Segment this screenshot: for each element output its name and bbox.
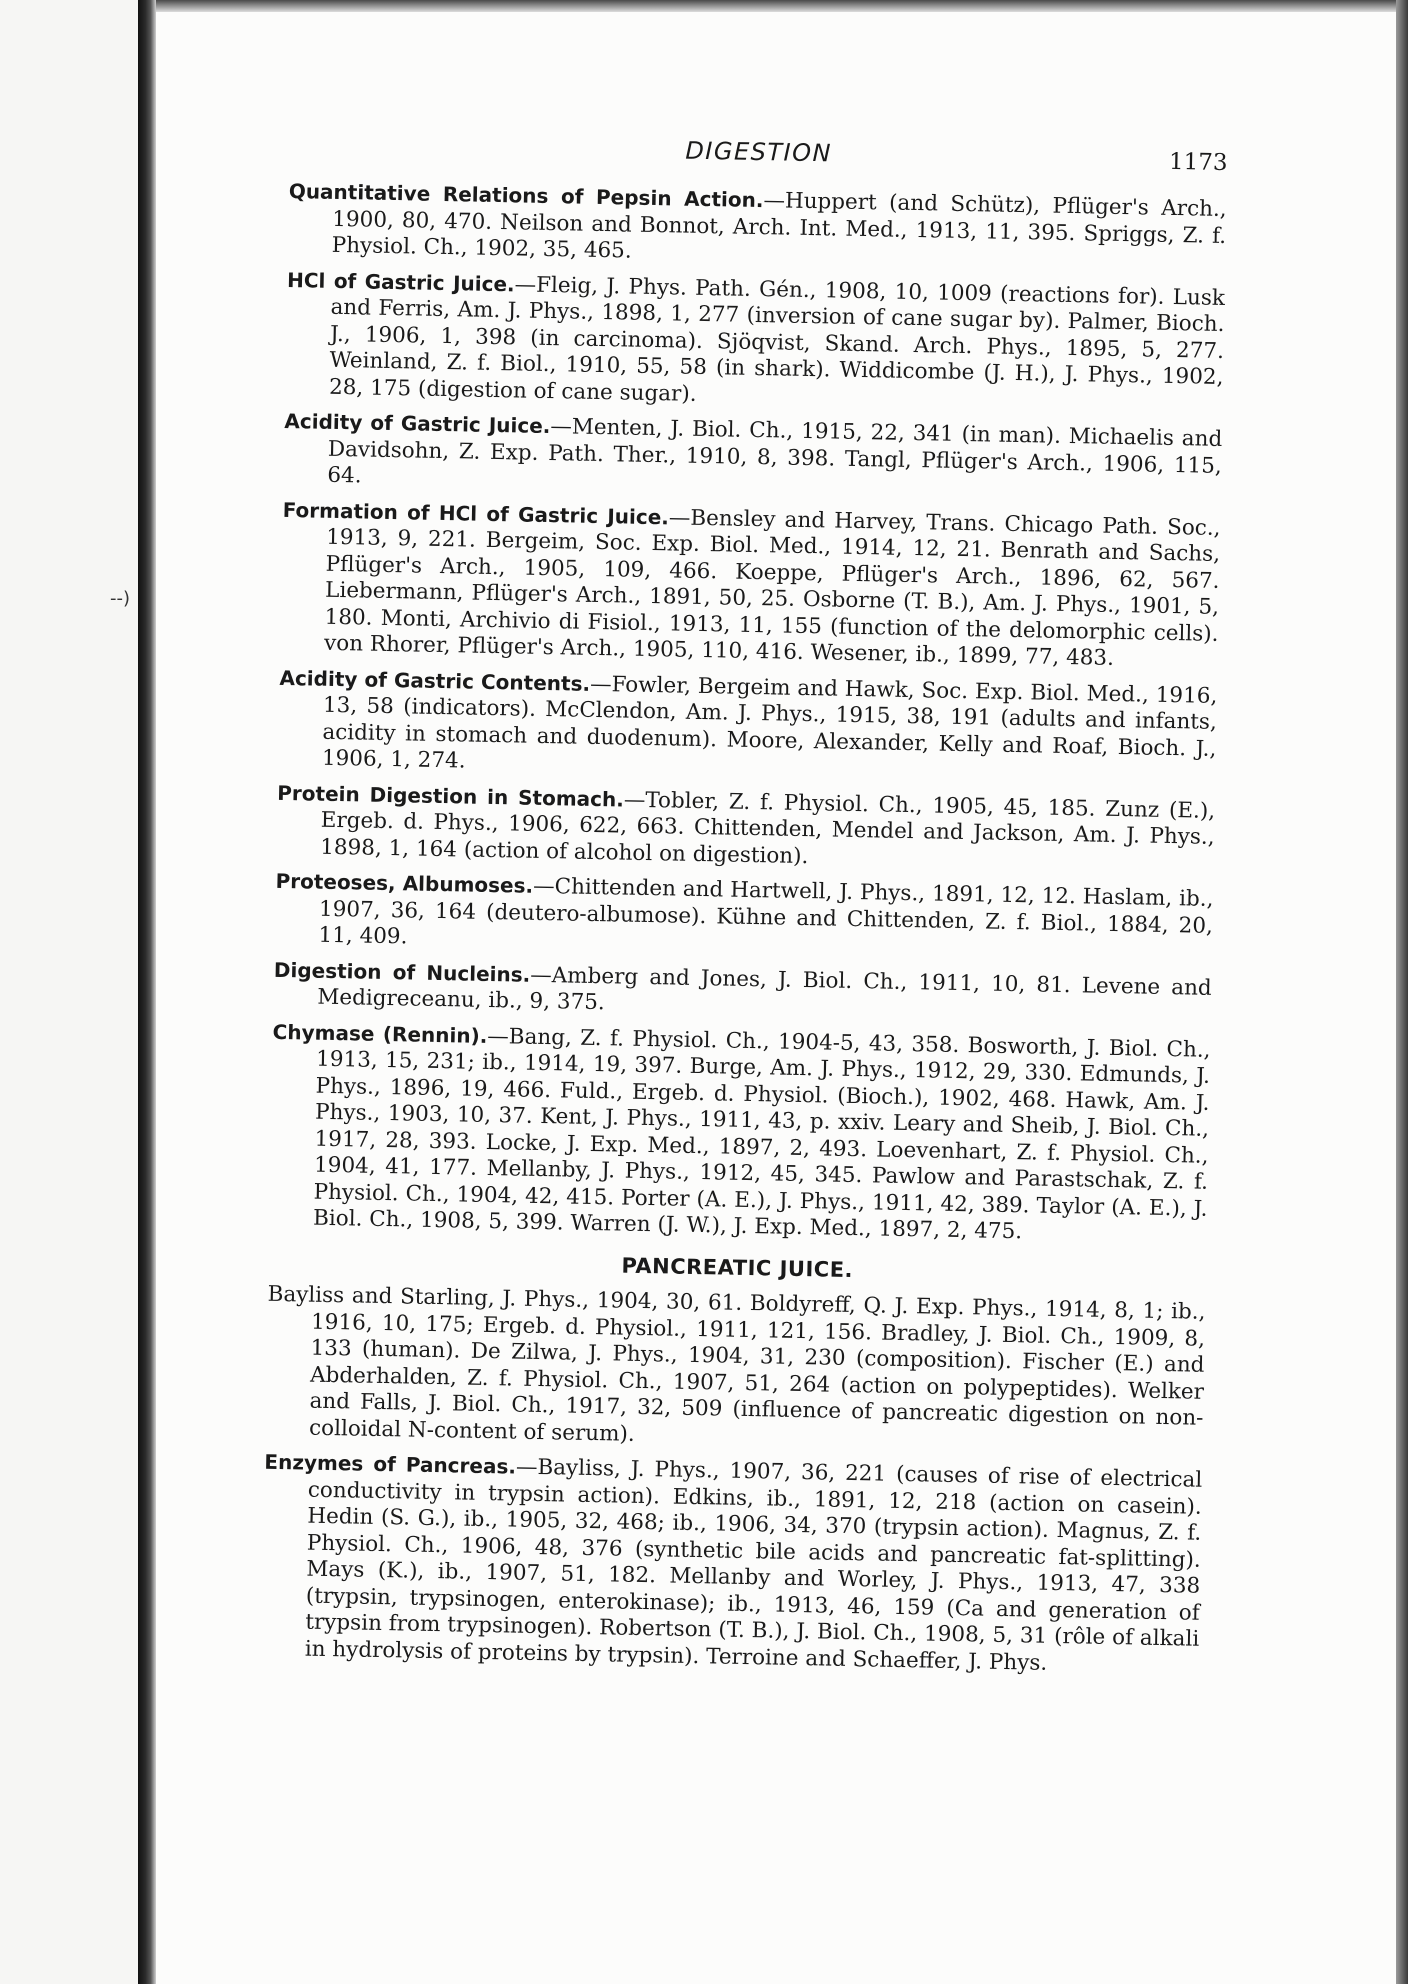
- section-intro-text: Bayliss and Starling, J. Phys., 1904, 30, 61. Boldyreff, Q. J. Exp. Phys., 1914, 8, 1; ib., 1916, 10, 175; Ergeb. d. Physiol., 1911, 121, 156. Bradley, J. Biol. Ch., 1909, 8, 133 (human). De Zilwa, J. Phys., 1904, 31, 230 (composition). Fischer (E.) and Abderhalden, Z. f. Physiol. Ch., 1907, 51, 264 (action on polypeptides). Welker and Falls, J. Biol. Ch., 1917, 32, 509 (influence of pancreatic digestion on non-colloidal N-content of serum).: [267, 1281, 1206, 1447]
- entry-heading: Formation of HCl of Gastric Juice.: [282, 497, 670, 529]
- entry-heading: Enzymes of Pancreas.: [264, 1449, 517, 1479]
- page-number: 1173: [1168, 148, 1228, 177]
- facing-page-edge: [0, 0, 138, 1984]
- bibliography-entry: [278, 664, 1218, 789]
- entry-text: —Chittenden and Hartwell, J. Phys., 1891, 12, 12. Haslam, ib., 1907, 36, 164 (deutero-albumose). Kühne and Chittenden, Z. f. Biol., 1884, 20, 11, 409.: [318, 873, 1214, 950]
- entry-text: —Bayliss, J. Phys., 1907, 36, 221 (causes of rise of electrical conductivity in trypsin action). Edkins, ib., 1891, 12, 218 (action on casein). Hedin (S. G.), ib., 1905, 32, 468; ib., 1906, 34, 370 (trypsin action). Magnus, Z. f. Physiol. Ch., 1906, 48, 376 (synthetic bile acids and pancreatic fat-splitting). Mays (K.), ib., 1907, 51, 182. Mellanby and Worley, J. Phys., 1913, 47, 338 (trypsin, trypsinogen, enterokinase); ib., 1913, 46, 159 (Ca and generation of trypsin from trypsinogen). Robertson (T. B.), J. Biol. Ch., 1908, 5, 31 (rôle of alkali in hydrolysis of proteins by trypsin). Terroine and Schaeffer, J. Phys.: [304, 1454, 1203, 1676]
- entry-text: —Fowler, Bergeim and Hawk, Soc. Exp. Biol. Med., 1916, 13, 58 (indicators). McClendon, Am. J. Phys., 1915, 38, 191 (adults and infants, acidity in stomach and duodenum). Moore, Alexander, Kelly and Roaf, Bioch. J., 1906, 1, 274.: [321, 671, 1218, 774]
- entry-text: —Bang, Z. f. Physiol. Ch., 1904-5, 43, 358. Bosworth, J. Biol. Ch., 1913, 15, 231; ib., 1914, 19, 397. Burge, Am. J. Phys., 1912, 29, 330. Edmunds, J. Phys., 1896, 19, 466. Fuld., Ergeb. d. Physiol. (Bioch.), 1902, 468. Hawk, Am. J. Phys., 1903, 10, 37. Kent, J. Phys., 1911, 43, p. xxiv. Leary and Sheib, J. Biol. Ch., 1917, 28, 393. Locke, J. Exp. Med., 1897, 2, 493. Loevenhart, Z. f. Physiol. Ch., 1904, 41, 177. Mellanby, J. Phys., 1912, 45, 345. Pawlow and Parastschak, Z. f. Physiol. Ch., 1904, 42, 415. Porter (A. E.), J. Phys., 1911, 42, 389. Taylor (A. E.), J. Biol. Ch., 1908, 5, 399. Warren (J. W.), J. Exp. Med., 1897, 2, 475.: [312, 1023, 1211, 1245]
- bibliography-entry: [269, 1018, 1211, 1249]
- book-spine: [138, 0, 156, 1984]
- page-right-edge: [1396, 0, 1408, 1984]
- page-text-block: [260, 130, 1227, 1688]
- section-heading: PANCREATIC JUICE.: [621, 1253, 854, 1282]
- entry-text: —Tobler, Z. f. Physiol. Ch., 1905, 45, 185. Zunz (E.), Ergeb. d. Phys., 1906, 622, 663. Chittenden, Mendel and Jackson, Am. J. Phys., 1898, 1, 164 (action of alcohol on digestion).: [320, 787, 1216, 869]
- running-title: DIGESTION: [685, 136, 833, 168]
- bibliography-entry: [288, 178, 1227, 276]
- entry-heading: Chymase (Rennin).: [272, 1019, 488, 1048]
- page-top-edge: [156, 0, 1396, 12]
- bibliography-entry: [261, 1449, 1203, 1680]
- entry-heading: Proteoses, Albumoses.: [275, 868, 534, 898]
- bibliography-entry: [274, 868, 1213, 966]
- entry-text: —Amberg and Jones, J. Biol. Ch., 1911, 10, 81. Levene and Medigreceanu, ib., 9, 375.: [317, 962, 1212, 1016]
- entry-heading: Digestion of Nucleins.: [273, 957, 531, 987]
- entry-text: —Menten, J. Biol. Ch., 1915, 22, 341 (in man). Michaelis and Davidsohn, Z. Exp. Path. Ther., 1910, 8, 398. Tangl, Pflüger's Arch., 1906, 115, 64.: [327, 414, 1223, 489]
- entry-heading: Protein Digestion in Stomach.: [277, 780, 625, 812]
- bibliography-entry: [285, 266, 1225, 417]
- entry-heading: Acidity of Gastric Contents.: [279, 665, 591, 696]
- bibliography-entry: [283, 408, 1222, 506]
- entry-text: —Bensley and Harvey, Trans. Chicago Path. Soc., 1913, 9, 221. Bergeim, Soc. Exp. Biol. Med., 1914, 12, 21. Benrath and Sachs, Pflüger's Arch., 1905, 109, 466. Koeppe, Pflüger's Arch., 1896, 62, 567. Liebermann, Pflüger's Arch., 1891, 50, 25. Osborne (T. B.), Am. J. Phys., 1901, 5, 180. Monti, Archivio di Fisiol., 1913, 11, 155 (function of the delomorphic cells). von Rhorer, Pflüger's Arch., 1905, 110, 416. Wesener, ib., 1899, 77, 483.: [323, 504, 1221, 671]
- bibliography-entry: [280, 496, 1221, 674]
- entry-heading: Acidity of Gastric Juice.: [284, 408, 551, 439]
- entry-text: —Huppert (and Schütz), Pflüger's Arch., 1900, 80, 470. Neilson and Bonnot, Arch. Int. Med., 1913, 11, 395. Spriggs, Z. f. Physiol. Ch., 1902, 35, 465.: [331, 188, 1227, 264]
- bibliography-entry: [273, 956, 1212, 1028]
- entry-heading: Quantitative Relations of Pepsin Action.: [288, 178, 764, 213]
- entry-text: —Fleig, J. Phys. Path. Gén., 1908, 10, 1009 (reactions for). Lusk and Ferris, Am. J. Phys., 1898, 1, 277 (inversion of cane sugar by). Palmer, Bioch. J., 1906, 1, 398 (in carcinoma). Sjöqvist, Skand. Arch. Phys., 1895, 5, 277. Weinland, Z. f. Biol., 1910, 55, 58 (in shark). Widdicombe (J. H.), J. Phys., 1902, 28, 175 (digestion of cane sugar).: [328, 271, 1226, 407]
- entry-heading: HCl of Gastric Juice.: [286, 267, 515, 296]
- margin-mark: --): [110, 588, 131, 609]
- bibliography-entry: [276, 779, 1215, 877]
